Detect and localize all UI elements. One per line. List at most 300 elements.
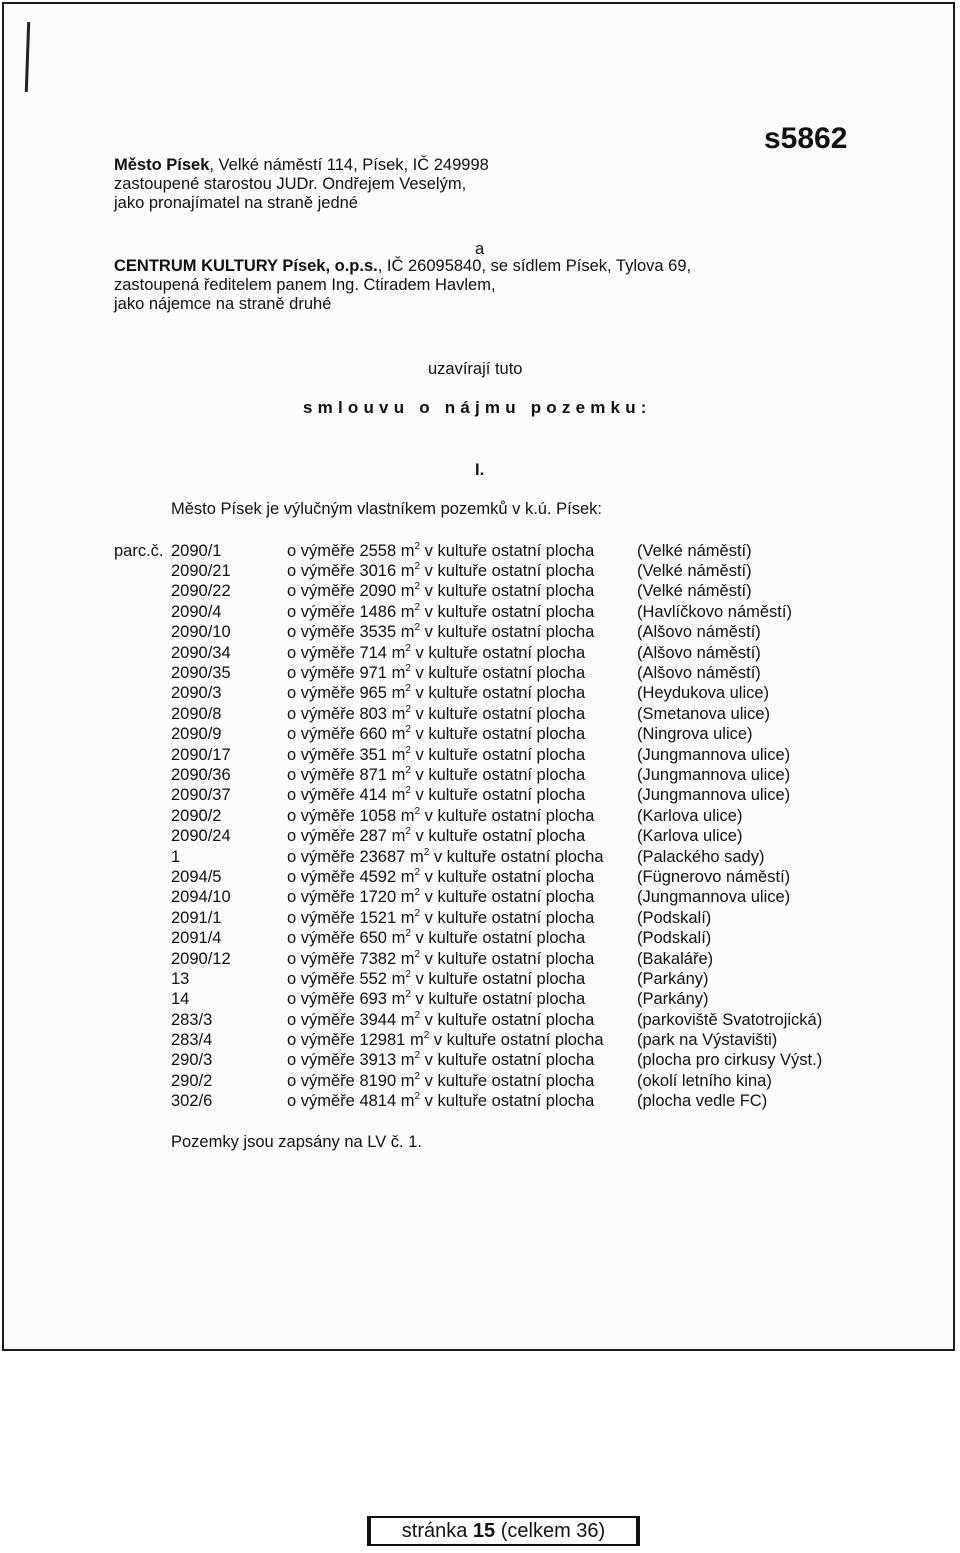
area-value: 2090	[359, 582, 397, 601]
area-suffix: v kultuře ostatní plocha	[424, 1010, 595, 1029]
area-exponent: 2	[405, 826, 411, 838]
parcel-row	[114, 786, 822, 806]
parcel-location: (plocha pro cirkusy Výst.)	[637, 1051, 823, 1070]
parcel-area	[287, 561, 637, 581]
area-value: 660	[359, 725, 387, 744]
area-suffix: v kultuře ostatní plocha	[424, 1051, 595, 1070]
area-prefix: o výměře	[287, 541, 355, 560]
area-exponent: 2	[414, 907, 421, 919]
area-unit: m	[391, 704, 406, 723]
parcel-location: (Velké náměstí)	[637, 582, 752, 601]
area-prefix: o výměře	[287, 1010, 355, 1029]
parcel-number: 2091/1	[171, 908, 222, 927]
area-value: 803	[359, 704, 387, 723]
parcel-number: 2090/3	[171, 684, 222, 703]
area-unit: m	[391, 969, 406, 988]
area-suffix: v kultuře ostatní plocha	[415, 929, 586, 948]
area-exponent: 2	[414, 1009, 421, 1021]
area-exponent: 2	[423, 1030, 430, 1042]
area-value: 2558	[359, 541, 397, 560]
area-value: 693	[359, 990, 387, 1009]
page-total: (celkem 36)	[500, 1520, 606, 1542]
area-unit: m	[400, 562, 415, 581]
area-exponent: 2	[405, 703, 411, 715]
area-value: 650	[359, 929, 387, 948]
parcel-prefix-empty	[114, 643, 171, 663]
parcel-location: (Jungmannova ulice)	[637, 765, 791, 784]
area-unit: m	[391, 684, 406, 703]
parcel-area	[287, 867, 637, 887]
parcel-number: 2091/4	[171, 929, 222, 948]
parcel-location: (Alšovo náměstí)	[637, 664, 761, 683]
parcel-row	[114, 663, 822, 683]
area-exponent: 2	[414, 1070, 421, 1082]
area-suffix: v kultuře ostatní plocha	[424, 1092, 595, 1111]
parcel-prefix-empty	[114, 1030, 171, 1050]
area-value: 287	[359, 827, 387, 846]
area-prefix: o výměře	[287, 888, 355, 907]
area-value: 351	[359, 745, 387, 764]
area-exponent: 2	[405, 663, 411, 675]
area-value: 3016	[359, 562, 397, 581]
parcel-prefix-empty	[114, 1051, 171, 1071]
area-unit: m	[400, 541, 415, 560]
parcel-prefix-empty	[114, 990, 171, 1010]
parcel-row	[114, 888, 822, 908]
area-unit: m	[400, 1051, 415, 1070]
area-value: 12981	[359, 1031, 406, 1050]
parcel-area	[287, 847, 637, 867]
area-unit: m	[391, 643, 406, 662]
area-value: 971	[359, 664, 387, 683]
parcel-number: 2090/2	[171, 806, 222, 825]
area-prefix: o výměře	[287, 623, 355, 642]
parcel-prefix-empty	[114, 704, 171, 724]
parcel-prefix-empty	[114, 826, 171, 846]
parcel-number: 2090/8	[171, 704, 222, 723]
parcel-number: 2090/1	[171, 541, 222, 560]
parcel-prefix-empty	[114, 867, 171, 887]
page-counter	[367, 1516, 640, 1546]
area-exponent: 2	[414, 805, 421, 817]
parcel-location: (plocha vedle FC)	[637, 1092, 768, 1111]
parcel-row	[114, 990, 822, 1010]
parcel-number: 2090/35	[171, 664, 231, 683]
area-prefix: o výměře	[287, 806, 355, 825]
landlord-name: Město Písek	[114, 156, 210, 174]
area-prefix: o výměře	[287, 664, 355, 683]
parcel-row	[114, 1071, 822, 1091]
parcel-row	[114, 1010, 822, 1030]
area-suffix: v kultuře ostatní plocha	[415, 827, 586, 846]
area-unit: m	[400, 1071, 415, 1090]
tenant-representative: zastoupená ředitelem panem Ing. Ctiradem Havlem,	[114, 276, 496, 294]
parcel-location: (Podskalí)	[637, 929, 712, 948]
area-prefix: o výměře	[287, 725, 355, 744]
area-unit: m	[400, 806, 415, 825]
parcel-number: 2090/12	[171, 949, 231, 968]
parcel-area	[287, 1030, 637, 1050]
parcel-prefix-empty	[114, 663, 171, 683]
parcel-location: (okolí letního kina)	[637, 1071, 772, 1090]
parcel-area	[287, 786, 637, 806]
parcel-location: (Velké náměstí)	[637, 562, 752, 581]
parcel-row	[114, 969, 822, 989]
ownership-intro: Město Písek je výlučným vlastníkem pozemků v k.ú. Písek:	[171, 500, 602, 518]
area-value: 965	[359, 684, 387, 703]
parcel-area	[287, 990, 637, 1010]
parcel-prefix-empty	[114, 725, 171, 745]
parcel-prefix-empty	[114, 908, 171, 928]
parcel-location: (park na Výstavišti)	[637, 1031, 778, 1050]
area-unit: m	[409, 1031, 424, 1050]
parcel-location: (Jungmannova ulice)	[637, 888, 791, 907]
parcel-prefix-empty	[114, 928, 171, 948]
area-exponent: 2	[405, 785, 411, 797]
parcel-location: (Palackého sady)	[637, 847, 765, 866]
parcel-number: 2090/34	[171, 643, 231, 662]
parcel-area	[287, 643, 637, 663]
area-prefix: o výměře	[287, 602, 355, 621]
parcel-prefix-empty	[114, 684, 171, 704]
parcel-row	[114, 745, 822, 765]
parcel-row	[114, 582, 822, 602]
parcel-area	[287, 663, 637, 683]
area-suffix: v kultuře ostatní plocha	[415, 745, 586, 764]
parcel-area	[287, 684, 637, 704]
area-value: 1486	[359, 602, 397, 621]
parcel-area	[287, 908, 637, 928]
parcel-row	[114, 541, 822, 561]
parcel-prefix-empty	[114, 582, 171, 602]
area-value: 552	[359, 969, 387, 988]
parcel-row	[114, 684, 822, 704]
conjunction: a	[475, 240, 485, 258]
area-unit: m	[391, 929, 406, 948]
parcel-number: 2090/4	[171, 602, 222, 621]
parcel-row	[114, 1030, 822, 1050]
parcel-area	[287, 623, 637, 643]
area-prefix: o výměře	[287, 704, 355, 723]
parcel-location: (Parkány)	[637, 990, 709, 1009]
parcel-area	[287, 806, 637, 826]
parcel-row	[114, 725, 822, 745]
parcel-area	[287, 602, 637, 622]
area-unit: m	[400, 623, 415, 642]
area-exponent: 2	[414, 1050, 421, 1062]
parcel-row	[114, 867, 822, 887]
section-number: I.	[475, 461, 485, 479]
area-exponent: 2	[414, 581, 421, 593]
area-value: 4592	[359, 867, 397, 886]
parcel-number: 2090/22	[171, 582, 231, 601]
area-prefix: o výměře	[287, 929, 355, 948]
parcel-area	[287, 745, 637, 765]
parcel-number: 302/6	[171, 1092, 213, 1111]
area-value: 7382	[359, 949, 397, 968]
parcel-area	[287, 582, 637, 602]
landlord-address: , Velké náměstí 114, Písek, IČ 249998	[209, 156, 489, 174]
area-suffix: v kultuře ostatní plocha	[415, 704, 586, 723]
parcel-number: 13	[171, 969, 190, 988]
area-exponent: 2	[414, 866, 421, 878]
area-suffix: v kultuře ostatní plocha	[415, 684, 586, 703]
parcel-number: 1	[171, 847, 181, 866]
area-unit: m	[391, 990, 406, 1009]
parcel-area	[287, 541, 637, 561]
parcel-area	[287, 1051, 637, 1071]
parcel-area	[287, 888, 637, 908]
parcel-prefix-empty	[114, 745, 171, 765]
parcel-prefix-empty	[114, 888, 171, 908]
parcel-row	[114, 602, 822, 622]
parcel-row	[114, 1092, 822, 1112]
parcel-location: (Parkány)	[637, 969, 709, 988]
parcel-area	[287, 928, 637, 948]
parcel-number: 290/3	[171, 1051, 213, 1070]
registry-note: Pozemky jsou zapsány na LV č. 1.	[171, 1133, 422, 1151]
parcel-location: (Heydukova ulice)	[637, 684, 770, 703]
parcel-area	[287, 969, 637, 989]
area-exponent: 2	[405, 642, 411, 654]
area-unit: m	[400, 867, 415, 886]
pen-mark	[25, 22, 30, 92]
parcel-prefix-empty	[114, 949, 171, 969]
parcel-number: 2090/10	[171, 623, 231, 642]
parcel-row	[114, 765, 822, 785]
parcel-prefix-empty	[114, 969, 171, 989]
area-prefix: o výměře	[287, 582, 355, 601]
parcel-area	[287, 1092, 637, 1112]
area-suffix: v kultuře ostatní plocha	[415, 765, 586, 784]
area-exponent: 2	[414, 561, 421, 573]
area-suffix: v kultuře ostatní plocha	[424, 562, 595, 581]
area-suffix: v kultuře ostatní plocha	[424, 867, 595, 886]
area-suffix: v kultuře ostatní plocha	[424, 949, 595, 968]
area-unit: m	[400, 1010, 415, 1029]
page-number: 15	[472, 1520, 496, 1542]
parcel-location: (Bakaláře)	[637, 949, 714, 968]
parcel-prefix-empty	[114, 847, 171, 867]
parcel-prefix-empty	[114, 1092, 171, 1112]
area-suffix: v kultuře ostatní plocha	[415, 664, 586, 683]
area-suffix: v kultuře ostatní plocha	[424, 602, 595, 621]
area-exponent: 2	[405, 968, 411, 980]
area-unit: m	[400, 582, 415, 601]
area-prefix: o výměře	[287, 786, 355, 805]
parcel-row	[114, 928, 822, 948]
parcel-prefix-empty	[114, 1071, 171, 1091]
area-suffix: v kultuře ostatní plocha	[424, 541, 595, 560]
area-prefix: o výměře	[287, 745, 355, 764]
parcel-row	[114, 1051, 822, 1071]
area-exponent: 2	[414, 887, 421, 899]
area-prefix: o výměře	[287, 949, 355, 968]
parcel-row	[114, 949, 822, 969]
area-value: 3535	[359, 623, 397, 642]
area-value: 1521	[359, 908, 397, 927]
area-value: 4814	[359, 1092, 397, 1111]
area-exponent: 2	[405, 764, 411, 776]
landlord-representative: zastoupené starostou JUDr. Ondřejem Veselým,	[114, 175, 467, 193]
parcel-location: (Karlova ulice)	[637, 806, 743, 825]
parcel-number: 283/3	[171, 1010, 213, 1029]
area-suffix: v kultuře ostatní plocha	[415, 786, 586, 805]
page-prefix: stránka	[401, 1520, 468, 1542]
parcel-area	[287, 765, 637, 785]
parcel-number: 14	[171, 990, 190, 1009]
parcel-number: 2090/9	[171, 725, 222, 744]
parcel-prefix-empty	[114, 623, 171, 643]
parcel-number: 2094/10	[171, 888, 231, 907]
area-suffix: v kultuře ostatní plocha	[415, 990, 586, 1009]
closing-phrase: uzavírají tuto	[428, 360, 523, 378]
area-unit: m	[400, 888, 415, 907]
area-value: 1058	[359, 806, 397, 825]
area-unit: m	[391, 745, 406, 764]
area-prefix: o výměře	[287, 827, 355, 846]
area-prefix: o výměře	[287, 908, 355, 927]
area-value: 3944	[359, 1010, 397, 1029]
document-id-mark: s5862	[764, 122, 848, 155]
parcel-location: (Velké náměstí)	[637, 541, 752, 560]
area-suffix: v kultuře ostatní plocha	[424, 806, 595, 825]
area-unit: m	[409, 847, 424, 866]
parcel-prefix: parc.č.	[114, 541, 164, 560]
area-prefix: o výměře	[287, 562, 355, 581]
area-unit: m	[400, 908, 415, 927]
area-unit: m	[391, 725, 406, 744]
parcel-location: (Alšovo náměstí)	[637, 623, 761, 642]
tenant-role: jako nájemce na straně druhé	[114, 295, 332, 313]
area-unit: m	[400, 602, 415, 621]
parcel-number: 2090/36	[171, 765, 231, 784]
parcel-area	[287, 949, 637, 969]
area-value: 1720	[359, 888, 397, 907]
area-exponent: 2	[414, 948, 421, 960]
parcel-prefix-empty	[114, 561, 171, 581]
parcel-number: 2090/24	[171, 827, 231, 846]
area-prefix: o výměře	[287, 990, 355, 1009]
parcel-number: 2090/17	[171, 745, 231, 764]
area-prefix: o výměře	[287, 1092, 355, 1111]
parcel-prefix-empty	[114, 1010, 171, 1030]
parcel-table	[114, 541, 822, 1112]
area-suffix: v kultuře ostatní plocha	[415, 643, 586, 662]
area-suffix: v kultuře ostatní plocha	[424, 582, 595, 601]
area-value: 414	[359, 786, 387, 805]
tenant-address: , IČ 26095840, se sídlem Písek, Tylova 69,	[377, 257, 692, 275]
parcel-number: 2094/5	[171, 867, 222, 886]
area-value: 3913	[359, 1051, 397, 1070]
parcel-row	[114, 561, 822, 581]
parcel-area	[287, 704, 637, 724]
area-prefix: o výměře	[287, 643, 355, 662]
parcel-location: (Jungmannova ulice)	[637, 745, 791, 764]
area-suffix: v kultuře ostatní plocha	[424, 908, 595, 927]
parcel-location: (Havlíčkovo náměstí)	[637, 602, 792, 621]
area-unit: m	[391, 827, 406, 846]
tenant-name: CENTRUM KULTURY Písek, o.p.s.	[114, 257, 378, 275]
parcel-row	[114, 908, 822, 928]
parcel-row	[114, 643, 822, 663]
area-unit: m	[391, 786, 406, 805]
area-exponent: 2	[405, 928, 411, 940]
area-suffix: v kultuře ostatní plocha	[415, 969, 586, 988]
area-suffix: v kultuře ostatní plocha	[424, 888, 595, 907]
parcel-number: 290/2	[171, 1071, 213, 1090]
area-prefix: o výměře	[287, 1071, 355, 1090]
contract-title: smlouvu o nájmu pozemku:	[303, 398, 652, 417]
area-value: 714	[359, 643, 387, 662]
tenant-block	[114, 257, 691, 314]
parcel-row	[114, 826, 822, 846]
parcel-area	[287, 1071, 637, 1091]
parcel-location: (parkoviště Svatotrojická)	[637, 1010, 823, 1029]
area-prefix: o výměře	[287, 765, 355, 784]
area-prefix: o výměře	[287, 1031, 355, 1050]
parcel-location: (Podskalí)	[637, 908, 712, 927]
area-suffix: v kultuře ostatní plocha	[424, 623, 595, 642]
parcel-number: 2090/37	[171, 786, 231, 805]
area-exponent: 2	[405, 683, 411, 695]
area-prefix: o výměře	[287, 684, 355, 703]
area-exponent: 2	[405, 744, 411, 756]
area-exponent: 2	[405, 724, 411, 736]
area-prefix: o výměře	[287, 1051, 355, 1070]
area-exponent: 2	[405, 989, 411, 1001]
parcel-location: (Fügnerovo náměstí)	[637, 867, 791, 886]
area-unit: m	[391, 664, 406, 683]
area-unit: m	[391, 765, 406, 784]
area-suffix: v kultuře ostatní plocha	[433, 1031, 604, 1050]
parcel-number: 283/4	[171, 1031, 213, 1050]
parcel-number: 2090/21	[171, 562, 231, 581]
parcel-prefix-empty	[114, 602, 171, 622]
parcel-row	[114, 847, 822, 867]
parcel-location: (Smetanova ulice)	[637, 704, 770, 723]
parcel-prefix-empty	[114, 786, 171, 806]
parcel-location: (Alšovo náměstí)	[637, 643, 761, 662]
parcel-location: (Ningrova ulice)	[637, 725, 753, 744]
parcel-area	[287, 1010, 637, 1030]
area-exponent: 2	[414, 540, 421, 552]
landlord-block	[114, 156, 489, 213]
parcel-prefix-empty	[114, 806, 171, 826]
area-value: 23687	[359, 847, 406, 866]
area-exponent: 2	[423, 846, 430, 858]
area-value: 8190	[359, 1071, 397, 1090]
parcel-row	[114, 806, 822, 826]
area-exponent: 2	[414, 601, 421, 613]
area-prefix: o výměře	[287, 847, 355, 866]
parcel-location: (Jungmannova ulice)	[637, 786, 791, 805]
area-unit: m	[400, 949, 415, 968]
area-exponent: 2	[414, 1091, 421, 1103]
landlord-role: jako pronajímatel na straně jedné	[114, 194, 358, 212]
parcel-row	[114, 623, 822, 643]
parcel-prefix-empty	[114, 765, 171, 785]
parcel-area	[287, 725, 637, 745]
area-suffix: v kultuře ostatní plocha	[433, 847, 604, 866]
area-value: 871	[359, 765, 387, 784]
area-exponent: 2	[414, 622, 421, 634]
parcel-area	[287, 826, 637, 846]
area-prefix: o výměře	[287, 969, 355, 988]
area-suffix: v kultuře ostatní plocha	[415, 725, 586, 744]
parcel-row	[114, 704, 822, 724]
parcel-location: (Karlova ulice)	[637, 827, 743, 846]
